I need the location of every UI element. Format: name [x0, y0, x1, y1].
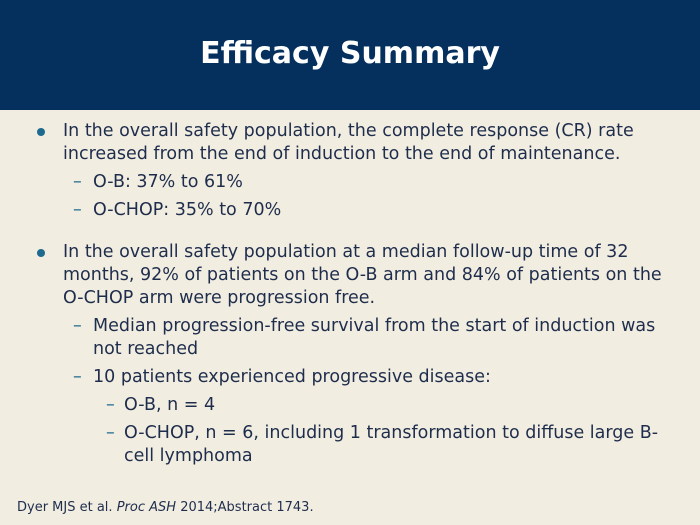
dash-icon: –: [73, 200, 82, 220]
slide-title: Efficacy Summary: [200, 35, 500, 71]
bullet-dot-icon: [37, 128, 45, 136]
slide-content: [0, 116, 700, 468]
dash-icon: –: [106, 395, 115, 415]
slide-header: [0, 0, 700, 110]
sub-bullet-text: Median progression-free survival from the start of induction was not reached: [93, 316, 656, 359]
dash-icon: –: [106, 423, 115, 443]
bullet-text: In the overall safety population at a median follow-up time of 32 months, 92% of patients on the O-B arm and 84% of patients on the O-CHOP arm were progression free.: [63, 242, 662, 308]
sub-sub-bullet-text: O-B, n = 4: [124, 395, 216, 415]
sub-bullet-item: [0, 199, 700, 222]
citation: [17, 500, 314, 515]
sub-bullet-text: O-B: 37% to 61%: [93, 172, 243, 192]
citation-authors: Dyer MJS et al.: [17, 500, 113, 515]
sub-bullet-item: [0, 366, 700, 389]
bullet-item: [0, 120, 700, 166]
sub-bullet-item: [0, 315, 700, 361]
citation-journal: Proc ASH: [116, 500, 177, 515]
sub-bullet-item: [0, 171, 700, 194]
sub-sub-bullet-item: [0, 394, 700, 417]
bullet-text: In the overall safety population, the complete response (CR) rate increased from the end of induction to the end of maintenance.: [63, 121, 634, 164]
dash-icon: –: [73, 367, 82, 387]
citation-details: 2014;Abstract 1743.: [180, 500, 314, 515]
dash-icon: –: [73, 172, 82, 192]
bullet-item: [0, 241, 700, 310]
dash-icon: –: [73, 316, 82, 336]
sub-sub-bullet-text: O-CHOP, n = 6, including 1 transformation to diffuse large B-cell lymphoma: [124, 423, 659, 466]
sub-bullet-text: 10 patients experienced progressive disease:: [93, 367, 491, 387]
sub-sub-bullet-item: [0, 422, 700, 468]
sub-bullet-text: O-CHOP: 35% to 70%: [93, 200, 282, 220]
bullet-dot-icon: [37, 249, 45, 257]
